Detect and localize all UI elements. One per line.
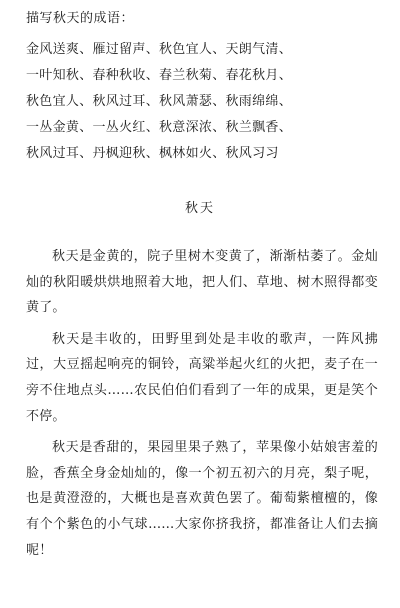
essay-title: 秋天 [184,201,215,216]
essay-paragraph: 秋天是香甜的，果园里果子熟了，苹果像小姑娘害羞的脸，香蕉全身金灿灿的，像一个初五初六的月亮，梨子呢，也是黄澄澄的，大概也是喜欢黄色罢了。葡萄紫檀檀的，像有个个紫色的小气球……大家你挤我挤，都准备让人们去摘呢！ [26,440,378,558]
idiom-row: 秋风过耳、丹枫迎秋、枫林如火、秋风习习 [26,146,279,161]
idiom-row: 一叶知秋、春种秋收、春兰秋菊、春花秋月、 [26,68,293,83]
idiom-list [26,37,386,167]
idioms-heading: 描写秋天的成语： [26,11,135,26]
idiom-row: 秋色宜人、秋风过耳、秋风萧瑟、秋雨绵绵、 [26,94,293,109]
essay-body [26,244,378,563]
essay-paragraph: 秋天是丰收的，田野里到处是丰收的歌声，一阵风拂过，大豆摇起响亮的铜铃，高粱举起火红的火把，麦子在一旁不住地点头……农民伯伯们看到了一年的成果，更是笑个不停。 [26,331,378,424]
idiom-row: 金风送爽、雁过留声、秋色宜人、天朗气清、 [26,42,293,57]
idiom-row: 一丛金黄、一丛火红、秋意深浓、秋兰飘香、 [26,120,293,135]
essay-paragraph: 秋天是金黄的，院子里树木变黄了，渐渐枯萎了。金灿灿的秋阳暖烘烘地照着大地，把人们、草地、树木照得都变黄了。 [26,249,378,316]
